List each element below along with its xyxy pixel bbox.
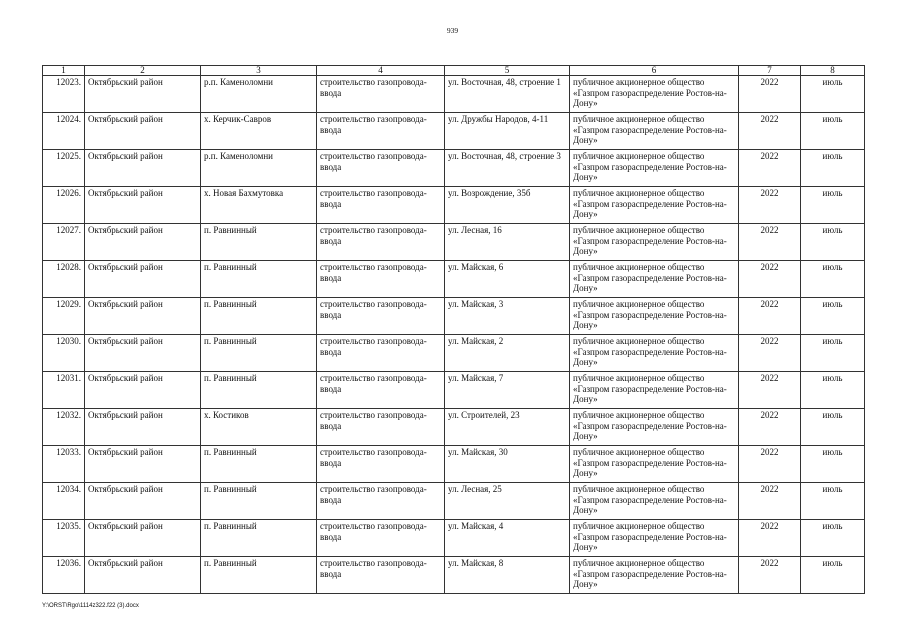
- cell-number: 12026.: [43, 187, 85, 224]
- cell-organization: публичное акционерное общество «Газпром газораспределение Ростов-на-Дону»: [570, 113, 739, 150]
- footer-file-path: Y:\ORST\Rgo\1114z322.f22 (3).docx: [42, 603, 139, 609]
- cell-work-type: строительство газопровода-ввода: [317, 113, 445, 150]
- cell-address: ул. Майская, 4: [445, 520, 570, 557]
- cell-address: ул. Лесная, 25: [445, 483, 570, 520]
- cell-district: Октябрьский район: [85, 150, 201, 187]
- table-row: [43, 335, 865, 372]
- table-row: [43, 520, 865, 557]
- cell-settlement: п. Равнинный: [201, 483, 317, 520]
- cell-month: июль: [801, 372, 865, 409]
- cell-month: июль: [801, 298, 865, 335]
- cell-organization: публичное акционерное общество «Газпром газораспределение Ростов-на-Дону»: [570, 372, 739, 409]
- cell-number: 12024.: [43, 113, 85, 150]
- cell-settlement: п. Равнинный: [201, 224, 317, 261]
- table-row: [43, 187, 865, 224]
- table-row: [43, 298, 865, 335]
- cell-organization: публичное акционерное общество «Газпром газораспределение Ростов-на-Дону»: [570, 150, 739, 187]
- cell-number: 12034.: [43, 483, 85, 520]
- cell-organization: публичное акционерное общество «Газпром газораспределение Ростов-на-Дону»: [570, 557, 739, 594]
- cell-work-type: строительство газопровода-ввода: [317, 409, 445, 446]
- column-header: 5: [445, 66, 570, 76]
- cell-month: июль: [801, 446, 865, 483]
- column-header: 1: [43, 66, 85, 76]
- cell-work-type: строительство газопровода-ввода: [317, 76, 445, 113]
- cell-organization: публичное акционерное общество «Газпром газораспределение Ростов-на-Дону»: [570, 76, 739, 113]
- cell-number: 12030.: [43, 335, 85, 372]
- cell-month: июль: [801, 150, 865, 187]
- cell-address: ул. Восточная, 48, строение 1: [445, 76, 570, 113]
- cell-district: Октябрьский район: [85, 76, 201, 113]
- cell-address: ул. Майская, 7: [445, 372, 570, 409]
- cell-district: Октябрьский район: [85, 520, 201, 557]
- cell-month: июль: [801, 261, 865, 298]
- cell-organization: публичное акционерное общество «Газпром газораспределение Ростов-на-Дону»: [570, 298, 739, 335]
- cell-number: 12029.: [43, 298, 85, 335]
- cell-year: 2022: [739, 520, 801, 557]
- cell-settlement: п. Равнинный: [201, 520, 317, 557]
- cell-organization: публичное акционерное общество «Газпром газораспределение Ростов-на-Дону»: [570, 224, 739, 261]
- cell-year: 2022: [739, 335, 801, 372]
- table-body: [43, 76, 865, 594]
- cell-month: июль: [801, 187, 865, 224]
- cell-month: июль: [801, 557, 865, 594]
- table-row: [43, 113, 865, 150]
- cell-year: 2022: [739, 446, 801, 483]
- cell-month: июль: [801, 113, 865, 150]
- cell-organization: публичное акционерное общество «Газпром газораспределение Ростов-на-Дону»: [570, 409, 739, 446]
- cell-settlement: п. Равнинный: [201, 557, 317, 594]
- table-row: [43, 483, 865, 520]
- cell-work-type: строительство газопровода-ввода: [317, 298, 445, 335]
- table-row: [43, 76, 865, 113]
- cell-month: июль: [801, 335, 865, 372]
- table-row: [43, 372, 865, 409]
- table-row: [43, 261, 865, 298]
- cell-address: ул. Майская, 3: [445, 298, 570, 335]
- cell-work-type: строительство газопровода-ввода: [317, 187, 445, 224]
- cell-address: ул. Майская, 2: [445, 335, 570, 372]
- cell-address: ул. Лесная, 16: [445, 224, 570, 261]
- cell-settlement: п. Равнинный: [201, 261, 317, 298]
- cell-settlement: р.п. Каменоломни: [201, 150, 317, 187]
- column-header: 2: [85, 66, 201, 76]
- page-number: 939: [446, 26, 459, 35]
- cell-year: 2022: [739, 187, 801, 224]
- cell-work-type: строительство газопровода-ввода: [317, 557, 445, 594]
- cell-address: ул. Дружбы Народов, 4-11: [445, 113, 570, 150]
- cell-month: июль: [801, 483, 865, 520]
- column-header: 7: [739, 66, 801, 76]
- cell-year: 2022: [739, 261, 801, 298]
- cell-settlement: х. Костиков: [201, 409, 317, 446]
- column-header: 4: [317, 66, 445, 76]
- cell-number: 12025.: [43, 150, 85, 187]
- cell-organization: публичное акционерное общество «Газпром газораспределение Ростов-на-Дону»: [570, 446, 739, 483]
- cell-organization: публичное акционерное общество «Газпром газораспределение Ростов-на-Дону»: [570, 187, 739, 224]
- table-row: [43, 557, 865, 594]
- cell-year: 2022: [739, 150, 801, 187]
- cell-work-type: строительство газопровода-ввода: [317, 261, 445, 298]
- cell-year: 2022: [739, 483, 801, 520]
- cell-month: июль: [801, 76, 865, 113]
- cell-number: 12031.: [43, 372, 85, 409]
- cell-settlement: п. Равнинный: [201, 446, 317, 483]
- cell-district: Октябрьский район: [85, 483, 201, 520]
- cell-district: Октябрьский район: [85, 298, 201, 335]
- cell-number: 12033.: [43, 446, 85, 483]
- header-row: [43, 66, 865, 76]
- column-header: 8: [801, 66, 865, 76]
- cell-district: Октябрьский район: [85, 224, 201, 261]
- cell-number: 12027.: [43, 224, 85, 261]
- column-header: 6: [570, 66, 739, 76]
- column-header: 3: [201, 66, 317, 76]
- cell-district: Октябрьский район: [85, 372, 201, 409]
- cell-address: ул. Майская, 8: [445, 557, 570, 594]
- cell-year: 2022: [739, 372, 801, 409]
- cell-work-type: строительство газопровода-ввода: [317, 446, 445, 483]
- cell-address: ул. Майская, 30: [445, 446, 570, 483]
- cell-organization: публичное акционерное общество «Газпром газораспределение Ростов-на-Дону»: [570, 483, 739, 520]
- cell-month: июль: [801, 520, 865, 557]
- cell-number: 12032.: [43, 409, 85, 446]
- cell-settlement: х. Керчик-Савров: [201, 113, 317, 150]
- cell-month: июль: [801, 224, 865, 261]
- cell-district: Октябрьский район: [85, 557, 201, 594]
- cell-address: ул. Восточная, 48, строение 3: [445, 150, 570, 187]
- cell-settlement: р.п. Каменоломни: [201, 76, 317, 113]
- cell-district: Октябрьский район: [85, 409, 201, 446]
- cell-month: июль: [801, 409, 865, 446]
- cell-address: ул. Майская, 6: [445, 261, 570, 298]
- cell-year: 2022: [739, 298, 801, 335]
- cell-district: Октябрьский район: [85, 335, 201, 372]
- table-row: [43, 150, 865, 187]
- registry-table: [42, 65, 865, 594]
- cell-work-type: строительство газопровода-ввода: [317, 335, 445, 372]
- cell-year: 2022: [739, 557, 801, 594]
- cell-number: 12023.: [43, 76, 85, 113]
- cell-number: 12036.: [43, 557, 85, 594]
- cell-work-type: строительство газопровода-ввода: [317, 150, 445, 187]
- cell-settlement: п. Равнинный: [201, 335, 317, 372]
- cell-organization: публичное акционерное общество «Газпром газораспределение Ростов-на-Дону»: [570, 261, 739, 298]
- cell-organization: публичное акционерное общество «Газпром газораспределение Ростов-на-Дону»: [570, 335, 739, 372]
- cell-district: Октябрьский район: [85, 187, 201, 224]
- cell-district: Октябрьский район: [85, 113, 201, 150]
- cell-work-type: строительство газопровода-ввода: [317, 224, 445, 261]
- table-row: [43, 409, 865, 446]
- cell-district: Октябрьский район: [85, 446, 201, 483]
- cell-address: ул. Возрождение, 35б: [445, 187, 570, 224]
- cell-year: 2022: [739, 76, 801, 113]
- cell-settlement: х. Новая Бахмутовка: [201, 187, 317, 224]
- cell-district: Октябрьский район: [85, 261, 201, 298]
- cell-address: ул. Строителей, 23: [445, 409, 570, 446]
- cell-settlement: п. Равнинный: [201, 298, 317, 335]
- cell-organization: публичное акционерное общество «Газпром газораспределение Ростов-на-Дону»: [570, 520, 739, 557]
- table-row: [43, 224, 865, 261]
- cell-year: 2022: [739, 409, 801, 446]
- cell-work-type: строительство газопровода-ввода: [317, 520, 445, 557]
- table-row: [43, 446, 865, 483]
- cell-work-type: строительство газопровода-ввода: [317, 372, 445, 409]
- cell-year: 2022: [739, 224, 801, 261]
- cell-year: 2022: [739, 113, 801, 150]
- cell-work-type: строительство газопровода-ввода: [317, 483, 445, 520]
- cell-number: 12028.: [43, 261, 85, 298]
- cell-settlement: п. Равнинный: [201, 372, 317, 409]
- cell-number: 12035.: [43, 520, 85, 557]
